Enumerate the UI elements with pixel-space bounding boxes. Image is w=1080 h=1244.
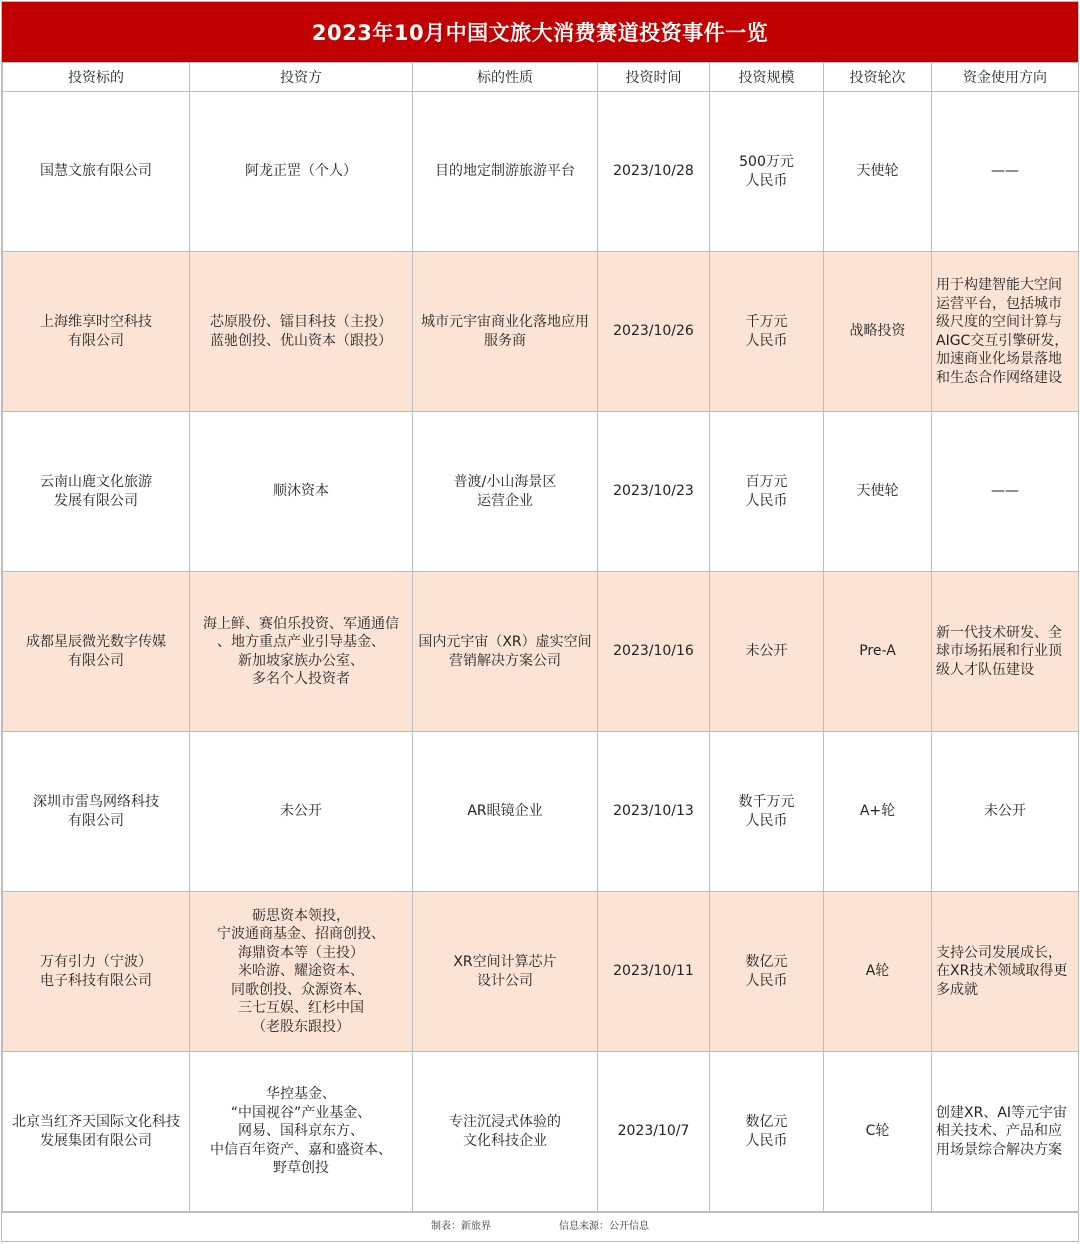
cell-scale-line: 百万元 (745, 474, 788, 490)
header-nature: 标的性质 (413, 63, 598, 92)
cell-target-line: 深圳市雷鸟网络科技 (33, 794, 159, 810)
cell-use-line: 新一代技术研发、全 (936, 624, 1062, 641)
cell-scale-line: 人民币 (745, 332, 788, 349)
cell-nature-line: 普渡/小山海景区 (453, 474, 557, 490)
cell-target (3, 412, 190, 572)
cell-use-line: 用场景综合解决方案 (936, 1141, 1062, 1158)
cell-nature (413, 892, 598, 1052)
table-row (3, 572, 1079, 732)
cell-use-line: 未公开 (984, 803, 1026, 820)
cell-scale (710, 412, 824, 572)
cell-nature-line: XR空间计算芯片 (453, 954, 557, 970)
cell-target-line: 成都星辰微光数字传媒 (26, 634, 166, 650)
cell-target-line: 云南山鹿文化旅游 (40, 474, 152, 490)
cell-target-line: 有限公司 (68, 812, 124, 829)
cell-investors-line: 中信百年资产、嘉和盛资本、 (210, 1141, 392, 1158)
cell-investors-line: 宁波通商基金、招商创投、 (217, 926, 385, 943)
cell-investors-line: 野草创投 (273, 1160, 329, 1177)
cell-nature (413, 412, 598, 572)
cell-use (932, 892, 1079, 1052)
table-row (3, 92, 1079, 252)
cell-use-line: 用于构建智能大空间 (936, 277, 1062, 293)
cell-use-line: 支持公司发展成长， (936, 944, 1062, 961)
investment-table-sheet (1, 1, 1079, 1242)
cell-use-line: 加速商业化场景落地 (936, 351, 1062, 367)
footer-source: 信息来源：公开信息 (559, 1220, 649, 1232)
cell-target (3, 892, 190, 1052)
cell-investors (190, 572, 413, 732)
cell-target (3, 1052, 190, 1212)
cell-scale (710, 92, 824, 252)
cell-scale-line: 人民币 (745, 812, 788, 829)
cell-round: A轮 (824, 892, 932, 1052)
cell-nature-line: 城市元宇宙商业化落地应用 (421, 314, 589, 330)
cell-use-line: —— (991, 163, 1019, 180)
cell-use (932, 572, 1079, 732)
cell-investors-line: 海鼎资本等（主投） (238, 944, 364, 961)
cell-target-line: 上海维享时空科技 (40, 314, 152, 330)
cell-round: Pre-A (824, 572, 932, 732)
header-use: 资金使用方向 (932, 63, 1079, 92)
cell-investors-line: 未公开 (280, 803, 322, 820)
cell-target-line: 发展有限公司 (54, 492, 138, 509)
cell-use-line: 多成就 (936, 981, 978, 998)
cell-investors (190, 892, 413, 1052)
cell-use (932, 252, 1079, 412)
cell-round: A+轮 (824, 732, 932, 892)
cell-investors (190, 732, 413, 892)
cell-nature-line: 专注沉浸式体验的 (449, 1114, 561, 1130)
cell-scale (710, 572, 824, 732)
cell-use (932, 92, 1079, 252)
cell-investors-line: 砺思资本领投， (252, 907, 350, 924)
cell-nature-line: 营销解决方案公司 (449, 652, 561, 669)
cell-nature-line: 文化科技企业 (463, 1132, 547, 1149)
cell-investors-line: 阿龙正罡（个人） (245, 163, 357, 180)
cell-use-line: 级人才队伍建设 (936, 661, 1034, 678)
cell-target (3, 92, 190, 252)
cell-round: 天使轮 (824, 92, 932, 252)
cell-scale-line: 千万元 (745, 314, 788, 330)
cell-scale-line: 人民币 (745, 972, 788, 989)
cell-target (3, 732, 190, 892)
cell-use-line: 球市场拓展和行业顶 (936, 643, 1062, 660)
cell-date: 2023/10/28 (598, 92, 710, 252)
cell-use-line: 级尺度的空间计算与 (936, 314, 1062, 330)
cell-scale (710, 892, 824, 1052)
cell-investors-line: 米哈游、耀途资本、 (238, 963, 364, 980)
cell-target-line: 万有引力（宁波） (40, 954, 152, 970)
cell-nature-line: 服务商 (484, 332, 526, 349)
cell-scale (710, 732, 824, 892)
cell-investors-line: 新加坡家族办公室、 (238, 652, 364, 669)
cell-date: 2023/10/7 (598, 1052, 710, 1212)
cell-date: 2023/10/13 (598, 732, 710, 892)
cell-use-line: —— (991, 483, 1019, 500)
cell-investors-line: 顺沐资本 (273, 483, 329, 500)
cell-investors-line: 网易、国科京东方、 (238, 1123, 364, 1140)
header-row (3, 63, 1079, 92)
table-title: 2023年10月中国文旅大消费赛道投资事件一览 (2, 2, 1078, 62)
cell-use-line: 在XR技术领域取得更 (936, 963, 1068, 980)
cell-investors-line: “中国视谷”产业基金、 (230, 1104, 372, 1121)
cell-use-line: 和生态合作网络建设 (936, 369, 1062, 386)
table-row (3, 412, 1079, 572)
footer-maker: 制表：新旅界 (431, 1220, 491, 1232)
cell-investors-line: 蓝驰创投、优山资本（跟投） (210, 332, 392, 349)
investment-table (2, 62, 1079, 1212)
cell-scale-line: 人民币 (745, 492, 788, 509)
cell-nature-line: 目的地定制游旅游平台 (435, 163, 575, 180)
cell-investors-line: 芯原股份、镭目科技（主投） (210, 314, 392, 330)
cell-scale-line: 未公开 (745, 643, 788, 660)
cell-use (932, 1052, 1079, 1212)
cell-scale (710, 1052, 824, 1212)
cell-use-line: AIGC交互引擎研发， (936, 332, 1069, 349)
cell-investors (190, 412, 413, 572)
header-target: 投资标的 (3, 63, 190, 92)
cell-target-line: 电子科技有限公司 (40, 972, 152, 989)
cell-use-line: 相关技术、产品和应 (936, 1123, 1062, 1140)
cell-investors-line: 多名个人投资者 (252, 671, 350, 687)
cell-nature (413, 572, 598, 732)
cell-target-line: 发展集团有限公司 (40, 1132, 152, 1149)
cell-scale-line: 人民币 (745, 172, 788, 189)
cell-date: 2023/10/23 (598, 412, 710, 572)
table-body (3, 92, 1079, 1212)
cell-target (3, 252, 190, 412)
cell-nature-line: AR眼镜企业 (467, 803, 543, 820)
cell-nature (413, 1052, 598, 1212)
cell-target-line: 有限公司 (68, 652, 124, 669)
cell-round: 天使轮 (824, 412, 932, 572)
cell-investors (190, 1052, 413, 1212)
cell-use (932, 732, 1079, 892)
cell-investors-line: 同歌创投、众源资本、 (231, 981, 371, 998)
cell-use-line: 运营平台，包括城市 (936, 295, 1062, 312)
cell-target-line: 北京当红齐天国际文化科技 (12, 1114, 180, 1130)
cell-scale (710, 252, 824, 412)
cell-nature-line: 国内元宇宙（XR）虚实空间 (418, 634, 592, 650)
cell-target-line: 有限公司 (68, 332, 124, 349)
cell-investors-line: 三七互娱、红杉中国 (238, 1000, 364, 1017)
cell-scale-line: 数千万元 (738, 794, 795, 810)
cell-target (3, 572, 190, 732)
cell-date: 2023/10/16 (598, 572, 710, 732)
cell-round: C轮 (824, 1052, 932, 1212)
cell-scale-line: 数亿元 (745, 1114, 788, 1130)
cell-date: 2023/10/26 (598, 252, 710, 412)
cell-investors-line: （老股东跟投） (252, 1018, 350, 1035)
table-row (3, 252, 1079, 412)
cell-investors (190, 92, 413, 252)
header-investors: 投资方 (190, 63, 413, 92)
cell-investors (190, 252, 413, 412)
header-scale: 投资规模 (710, 63, 824, 92)
cell-scale-line: 500万元 (739, 154, 794, 170)
cell-date: 2023/10/11 (598, 892, 710, 1052)
cell-nature-line: 设计公司 (477, 972, 533, 989)
table-row (3, 892, 1079, 1052)
cell-investors-line: 华控基金、 (266, 1086, 336, 1103)
header-round: 投资轮次 (824, 63, 932, 92)
cell-investors-line: 、地方重点产业引导基金、 (217, 634, 385, 650)
table-row (3, 1052, 1079, 1212)
cell-scale-line: 人民币 (745, 1132, 788, 1149)
cell-use (932, 412, 1079, 572)
cell-investors-line: 海上鲜、赛伯乐投资、军通通信 (203, 615, 399, 632)
cell-use-line: 创建XR、AI等元宇宙 (936, 1104, 1068, 1121)
cell-nature (413, 252, 598, 412)
table-row (3, 732, 1079, 892)
cell-round: 战略投资 (824, 252, 932, 412)
header-date: 投资时间 (598, 63, 710, 92)
cell-nature (413, 732, 598, 892)
footer (2, 1212, 1078, 1235)
cell-nature (413, 92, 598, 252)
cell-nature-line: 运营企业 (477, 492, 533, 509)
cell-scale-line: 数亿元 (745, 954, 788, 970)
cell-target-line: 国慧文旅有限公司 (40, 163, 152, 180)
